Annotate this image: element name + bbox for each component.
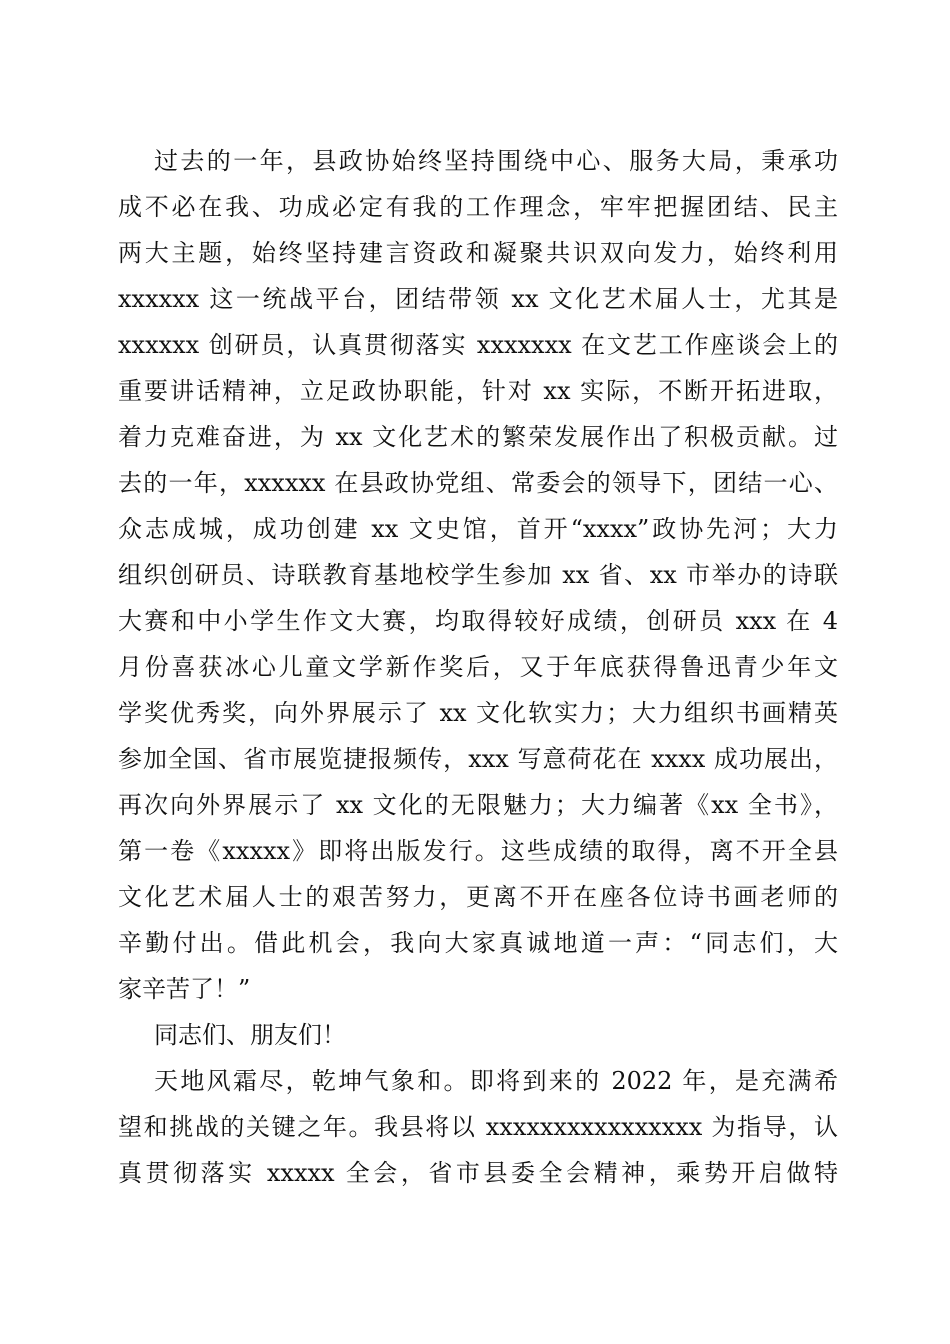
text-line: 家辛苦了！” — [118, 975, 251, 1003]
text-line: 着力克难奋进，为 xx 文化艺术的繁荣发展作出了积极贡献。过 — [118, 423, 838, 451]
text-line: 学奖优秀奖，向外界展示了 xx 文化软实力；大力组织书画精英 — [118, 699, 838, 727]
text-line: 再次向外界展示了 xx 文化的无限魅力；大力编著《xx 全书》， — [118, 791, 838, 819]
text-line: 大赛和中小学生作文大赛，均取得较好成绩，创研员 xxx 在 4 — [118, 607, 838, 635]
text-line: 成不必在我、功成必定有我的工作理念，牢牢把握团结、民主 — [118, 193, 838, 221]
text-line: 组织创研员、诗联教育基地校学生参加 xx 省、xx 市举办的诗联 — [118, 561, 838, 589]
text-line: 望和挑战的关键之年。我县将以 xxxxxxxxxxxxxxxx 为指导，认 — [118, 1113, 838, 1141]
text-line: 同志们、朋友们！ — [154, 1021, 346, 1049]
text-line: 天地风霜尽，乾坤气象和。即将到来的 2022 年，是充满希 — [154, 1067, 838, 1095]
text-line: 月份喜获冰心儿童文学新作奖后，又于年底获得鲁迅青少年文 — [118, 653, 838, 681]
text-line: 第一卷《xxxxx》即将出版发行。这些成绩的取得，离不开全县 — [118, 837, 838, 865]
text-line: 参加全国、省市展览捷报频传，xxx 写意荷花在 xxxx 成功展出， — [118, 745, 838, 773]
text-line: xxxxxx 创研员，认真贯彻落实 xxxxxxx 在文艺工作座谈会上的 — [118, 331, 838, 359]
text-line: 众志成城，成功创建 xx 文史馆，首开“xxxx”政协先河；大力 — [118, 515, 838, 543]
text-line: 两大主题，始终坚持建言资政和凝聚共识双向发力，始终利用 — [118, 239, 838, 267]
body-text — [118, 138, 838, 1196]
text-line: 过去的一年，县政协始终坚持围绕中心、服务大局，秉承功 — [154, 147, 838, 175]
text-line: 辛勤付出。借此机会，我向大家真诚地道一声：“同志们，大 — [118, 929, 838, 957]
text-line: 去的一年，xxxxxx 在县政协党组、常委会的领导下，团结一心、 — [118, 469, 838, 497]
text-line: 真贯彻落实 xxxxx 全会，省市县委全会精神，乘势开启做特 — [118, 1159, 838, 1187]
text-line: 文化艺术届人士的艰苦努力，更离不开在座各位诗书画老师的 — [118, 883, 838, 911]
text-line: xxxxxx 这一统战平台，团结带领 xx 文化艺术届人士，尤其是 — [118, 285, 838, 313]
text-line: 重要讲话精神，立足政协职能，针对 xx 实际，不断开拓进取， — [118, 377, 838, 405]
